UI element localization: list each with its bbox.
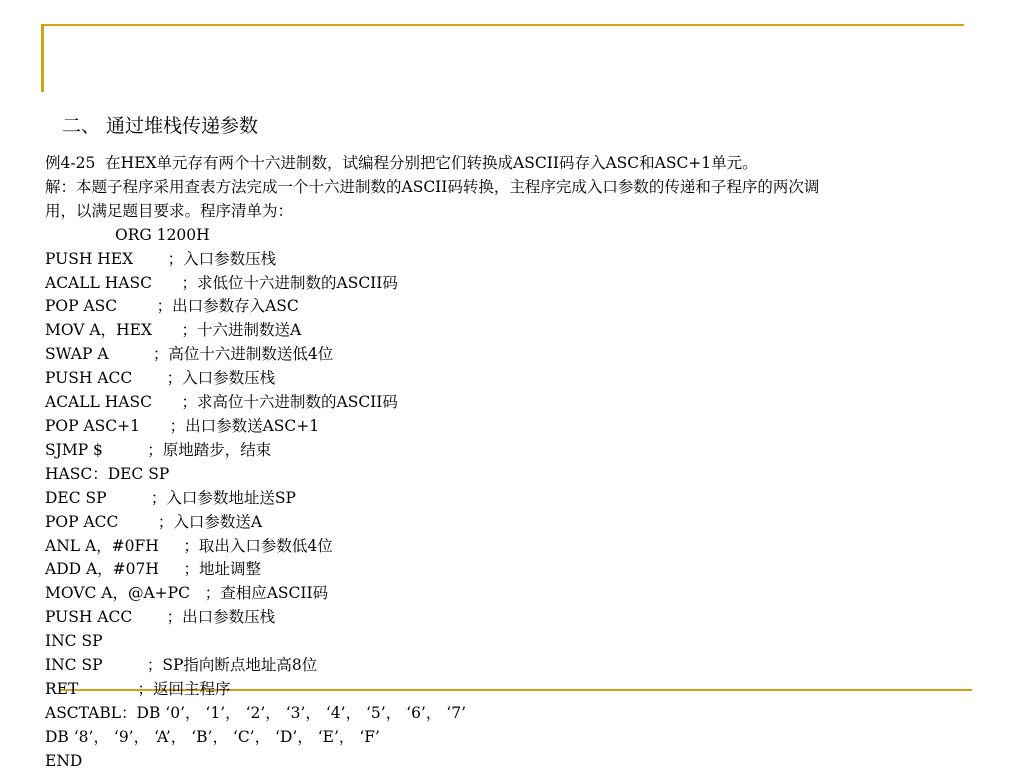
code-line: INC SP ；SP指向断点地址高8位 — [45, 656, 318, 675]
code-line: SJMP $ ；原地踏步，结束 — [45, 440, 272, 459]
section-heading: 二、 通过堆栈传递参数 — [62, 115, 259, 137]
code-line: POP ACC ；入口参数送A — [45, 512, 263, 531]
code-line: END — [45, 751, 83, 770]
code-line: RET ；返回主程序 — [45, 679, 231, 698]
code-line: PUSH ACC ；出口参数压栈 — [45, 608, 276, 627]
decorative-top-rule — [41, 24, 964, 26]
code-line: MOV A，HEX ；十六进制数送A — [45, 321, 302, 340]
decorative-vertical-rule — [41, 24, 44, 92]
code-line: SWAP A ；高位十六进制数送低4位 — [45, 345, 334, 364]
code-line: ASCTABL：DB ‘0’， ‘1’， ‘2’， ‘3’， ‘4’， ‘5’， ‘6’， ‘7’ — [45, 703, 466, 722]
code-line: ADD A，#07H ；地址调整 — [45, 560, 262, 579]
solution-line-1: 解：本题子程序采用查表方法完成一个十六进制数的ASCII码转换，主程序完成入口参数的传递和子程序的两次调 — [45, 177, 820, 196]
code-line: POP ASC+1 ；出口参数送ASC+1 — [45, 416, 320, 435]
code-line: MOVC A，@A+PC ；查相应ASCII码 — [45, 584, 329, 603]
code-line: ANL A，#0FH ；取出入口参数低4位 — [45, 536, 333, 555]
code-line: DEC SP ；入口参数地址送SP — [45, 488, 296, 507]
code-line: POP ASC ；出口参数存入ASC — [45, 297, 299, 316]
code-line: PUSH HEX ；入口参数压栈 — [45, 249, 277, 268]
example-statement: 例4-25 在HEX单元存有两个十六进制数，试编程分别把它们转换成ASCII码存入ASC和ASC+1单元。 — [45, 154, 758, 172]
code-line: DB ‘8’， ‘9’， ‘A’， ‘B’， ‘C’， ‘D’， ‘E’， ‘F’ — [45, 727, 380, 746]
code-line: INC SP — [45, 632, 103, 651]
code-line-org: ORG 1200H — [115, 225, 210, 244]
code-line: HASC：DEC SP — [45, 464, 170, 483]
solution-line-2: 用，以满足题目要求。程序清单为： — [45, 201, 294, 220]
code-line: ACALL HASC ；求高位十六进制数的ASCII码 — [45, 393, 398, 412]
code-line: PUSH ACC ；入口参数压栈 — [45, 369, 276, 388]
slide-body — [45, 152, 1024, 774]
code-line: ACALL HASC ；求低位十六进制数的ASCII码 — [45, 273, 398, 292]
